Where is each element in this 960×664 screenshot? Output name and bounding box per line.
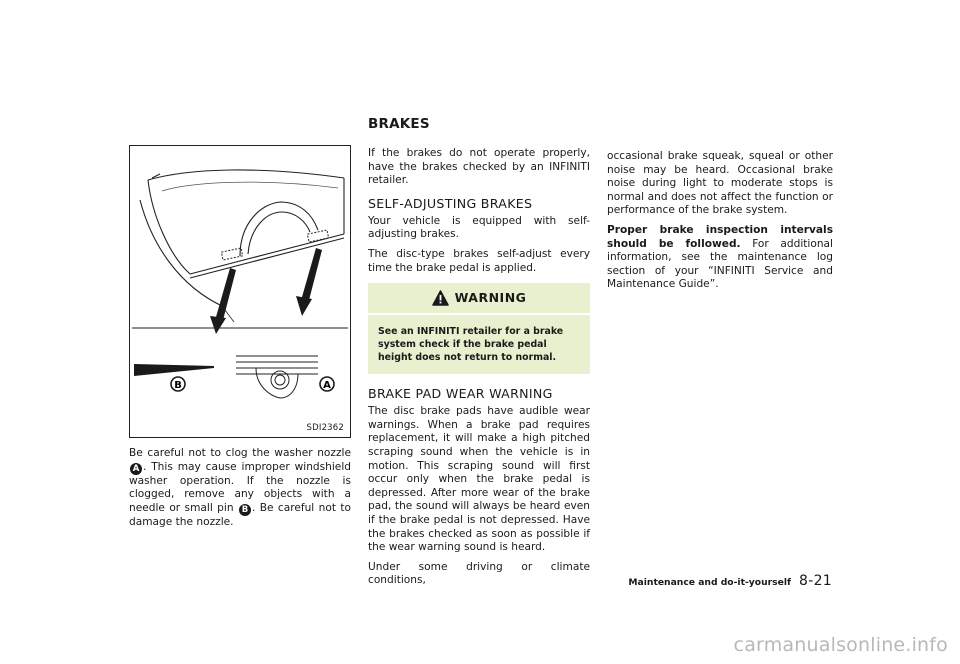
washer-nozzle-figure xyxy=(129,145,351,438)
brake-pad-p1: The disc brake pads have audible wear warnings. When a brake pad requires replacement, it will make a high pitched scraping sound when the vehicle is in motion. This scraping sound will first occur only when the brake pedal is depressed. After more wear of the brake pad, the sound will always be heard even if the brake pedal is not depressed. Have the brakes checked as soon as possible if the wear warning sound is heard. xyxy=(368,405,590,554)
brakes-intro: If the brakes do not operate properly, have the brakes checked by an INFINITI retailer. xyxy=(368,147,590,187)
brake-pad-p2: Under some driving or climate conditions, xyxy=(368,560,590,587)
nozzle-paragraph: Be careful not to clog the washer nozzle A . This may cause improper windshield washer operation. If the nozzle is clogged, remove any objects with a needle or small pin B . Be careful not to damage the nozzle. xyxy=(129,447,352,528)
svg-text:B: B xyxy=(174,380,182,391)
section-title: BRAKES xyxy=(368,116,430,132)
column-2 xyxy=(368,147,590,594)
warning-title: WARNING xyxy=(454,290,527,306)
inspection-paragraph: Proper brake inspection intervals should be followed. For additional information, see the maintenance log section of your “INFINITI Service and Maintenance Guide”. xyxy=(607,223,833,291)
footer-section-title: Maintenance and do-it-yourself xyxy=(628,577,792,588)
heading-brake-pad-wear-warning: BRAKE PAD WEAR WARNING xyxy=(368,386,553,402)
callout-b xyxy=(171,377,185,391)
callout-a xyxy=(320,377,334,391)
warning-box xyxy=(368,283,590,374)
figure-code: SDI2362 xyxy=(306,423,344,433)
self-adjusting-p1: Your vehicle is equipped with self-adjusting brakes. xyxy=(368,214,590,241)
page-footer xyxy=(628,573,832,589)
callout-b-inline: B xyxy=(239,504,251,516)
warning-text: See an INFINITI retailer for a brake system check if the brake pedal height does not return to normal. xyxy=(378,326,564,364)
self-adjusting-p2: The disc-type brakes self-adjust every time the brake pedal is applied. xyxy=(368,247,590,274)
column-1 xyxy=(129,447,351,535)
column-3 xyxy=(607,150,833,298)
warning-triangle-icon xyxy=(432,290,449,306)
warning-header xyxy=(368,283,590,313)
washer-nozzle-illustration xyxy=(130,146,350,437)
heading-self-adjusting-brakes: SELF-ADJUSTING BRAKES xyxy=(368,195,533,211)
callout-a-inline: A xyxy=(130,463,142,475)
page-number: 8-21 xyxy=(799,573,832,589)
watermark: carmanualsonline.info xyxy=(733,634,948,656)
brake-noise-paragraph: occasional brake squeak, squeal or other noise may be heard. Occasional brake noise during light to moderate stops is normal and does not affect the function or performance of the brake system. xyxy=(607,150,833,217)
svg-text:A: A xyxy=(323,380,331,391)
